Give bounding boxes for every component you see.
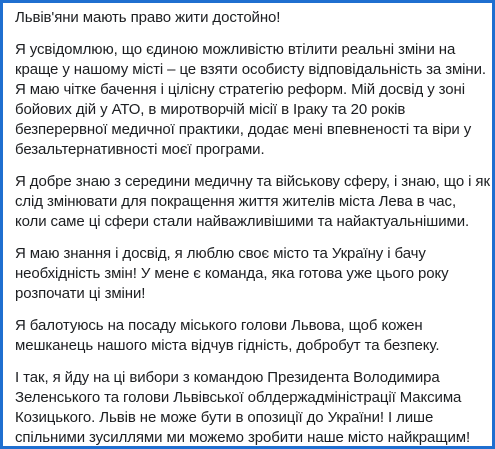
post-paragraph-5: Я балотуюсь на посаду міського голови Львова, щоб кожен мешканець нашого міста відчув гідність, добробут та безпеку. — [15, 317, 440, 354]
post-paragraph-1: Львів'яни мають право жити достойно! — [15, 9, 281, 26]
post-paragraph-3: Я добре знаю з середини медичну та військову сферу, і знаю, що і як слід змінювати для покращення життя жителів міста Лева в час, коли саме ці сфери стали найважливішими та найактуальнішими. — [15, 173, 490, 230]
post-text — [15, 8, 491, 448]
post-paragraph-2: Я усвідомлюю, що єдиною можливістю втілити реальні зміни на краще у нашому місті – це взяти особисту відповідальність за зміни. Я маю чітке бачення і цілісну стратегію реформ. Мій досвід у зоні бойових дій у АТО, в миротворчій місії в Іраку та 20 років безперервної медичної практики, додає мені впевненості та віри у безальтернативності моєї програми. — [15, 41, 486, 158]
post-paragraph-6: І так, я йду на ці вибори з командою Президента Володимира Зеленського та голови Львівської облдержадміністрації Максима Козицького. Львів не може бути в опозиції до України! І лише спільними зусиллями ми можемо зробити наше місто найкращим! — [15, 369, 471, 446]
post-paragraph-4: Я маю знання і досвід, я люблю своє місто та Україну і бачу необхідність змін! У мене є команда, яка готова уже цього року розпочати ці зміни! — [15, 245, 449, 302]
